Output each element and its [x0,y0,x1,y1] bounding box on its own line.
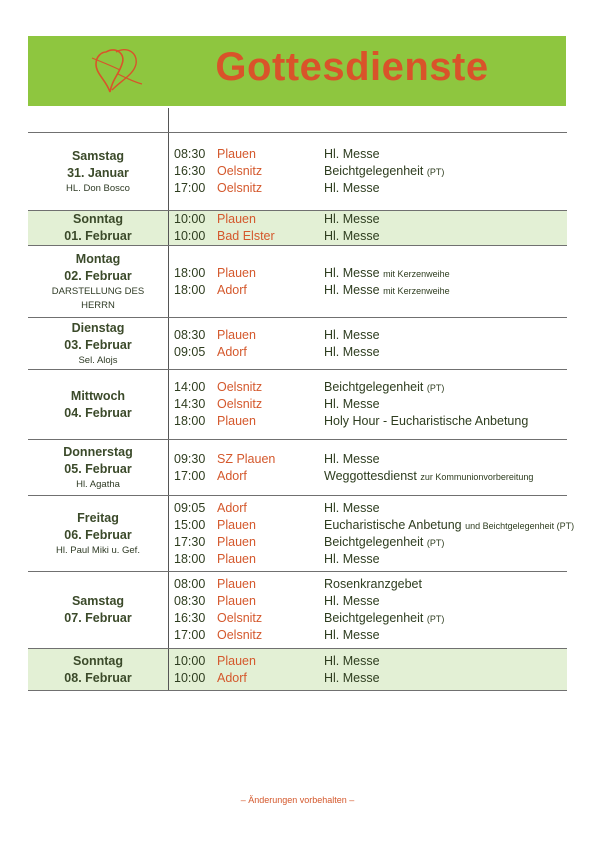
weekday: Mittwoch [70,388,126,403]
day-cell [28,246,168,317]
service-type: Hl. Messe [324,397,380,411]
service-name [324,265,450,283]
entries-cell [174,496,575,571]
service-note: mit Kerzenweihe [383,285,450,296]
day-cell [28,496,168,571]
weekday: Freitag [77,510,119,525]
service-type: Hl. Messe [324,594,380,608]
service-place: Oelsnitz [217,397,263,411]
day-row [28,496,575,572]
service-entry [174,500,567,517]
service-place: Oelsnitz [217,611,263,625]
day-row [28,572,567,649]
service-place: Oelsnitz [217,164,263,178]
weekday: Samstag [71,594,125,608]
footer-note: – Änderungen vorbehalten – [240,795,355,805]
day-cell [28,649,168,690]
service-type: Hl. Messe [324,181,380,195]
service-note: und Beichtgelegenheit (PT) [465,520,575,531]
weekday: Sonntag [73,212,123,226]
service-type: Hl. Messe [324,147,380,161]
entries-cell [174,318,567,369]
service-name [324,146,380,163]
date: 04. Februar [64,405,132,420]
service-place: Plauen [217,517,256,532]
service-note: (PT) [426,383,445,393]
service-time: 10:00 [174,212,206,226]
service-entry [174,413,567,430]
service-place: Adorf [217,468,247,483]
day-row [28,649,567,691]
page-title: Gottesdienste [215,45,489,89]
date: 02. Februar [64,268,132,283]
service-entry [174,163,567,180]
service-name [324,517,574,535]
service-name [324,534,444,552]
service-name [324,576,422,593]
service-entry [174,379,567,396]
day-cell [28,440,168,495]
service-entry [174,282,567,299]
day-row [28,318,567,370]
service-entry [174,627,567,644]
service-entry [174,146,567,163]
day-row [28,370,567,440]
service-place: Oelsnitz [217,380,263,394]
heart-pin-icon [82,44,146,100]
service-name [324,327,380,344]
service-time: 10:00 [174,670,206,685]
table-header-row [28,108,567,133]
service-type: Beichtgelegenheit [324,164,424,178]
service-time: 17:00 [174,628,206,642]
service-type: Beichtgelegenheit [324,380,424,394]
service-entry [174,228,567,245]
service-time: 08:00 [174,577,206,591]
service-place: Bad Elster [217,229,275,243]
service-name [324,551,380,568]
day-cell [28,133,168,210]
service-entry [174,344,567,361]
service-place: Plauen [217,212,256,226]
service-name [324,593,380,610]
service-note: (PT) [426,614,445,624]
service-place: Plauen [217,534,256,549]
entries-cell [174,211,567,245]
entries-cell [174,649,567,690]
date: 05. Februar [64,461,132,476]
service-entry [174,327,567,344]
service-type: Hl. Messe [324,500,380,515]
date: 07. Februar [64,611,132,625]
service-name [324,500,380,517]
service-type: Beichtgelegenheit [324,611,424,625]
entries-cell [174,440,567,495]
service-entry [174,180,567,197]
day-row [28,440,567,496]
service-type: Hl. Messe [324,653,380,668]
service-entry [174,653,567,670]
service-note: mit Kerzenweihe [383,268,450,279]
service-type: Eucharistische Anbetung [324,517,462,532]
service-entry [174,396,567,413]
day-row [28,246,567,318]
service-name [324,163,444,181]
service-time: 15:00 [174,517,206,532]
service-type: Hl. Messe [324,670,380,685]
service-type: Hl. Messe [324,451,380,466]
entries-cell [174,133,567,210]
day-cell [28,211,168,245]
header-banner [28,36,566,106]
service-note: zur Kommunionvorbereitung [420,471,534,482]
service-name [324,670,380,687]
service-time: 17:30 [174,534,206,549]
service-note: (PT) [426,537,445,548]
entries-cell [174,572,567,648]
service-time: 09:30 [174,451,206,466]
service-type: Hl. Messe [324,327,380,342]
saint-name: Hl. Agatha [76,478,120,490]
service-place: Oelsnitz [217,181,263,195]
service-type: Hl. Messe [324,229,380,243]
service-place: Adorf [217,344,247,359]
service-time: 14:00 [174,380,206,394]
service-time: 10:00 [174,229,206,243]
service-name [324,610,444,628]
service-time: 18:00 [174,551,206,566]
saint-name: Sel. Alojs [78,354,118,366]
weekday: Donnerstag [63,444,133,459]
service-time: 18:00 [174,265,206,280]
service-time: 17:00 [174,468,206,483]
service-time: 17:00 [174,181,206,195]
saint-name: Hl. Paul Miki u. Gef. [56,544,140,556]
service-entry [174,211,567,228]
service-entry [174,610,567,627]
saint-name: DARSTELLUNG DES HERRN [51,285,145,311]
service-entry [174,551,567,568]
service-time: 08:30 [174,147,206,161]
service-name [324,396,380,413]
weekday: Sonntag [73,653,123,668]
date: 31. Januar [67,165,129,180]
service-time: 08:30 [174,327,206,342]
service-type: Rosenkranzgebet [324,577,422,591]
service-entry [174,534,567,551]
service-place: Plauen [217,147,256,161]
service-name [324,627,380,644]
service-note: (PT) [426,167,445,177]
service-name [324,211,380,228]
service-entry [174,593,567,610]
service-name [324,282,450,300]
service-place: SZ Plauen [217,451,276,466]
service-name [324,468,533,486]
service-time: 14:30 [174,397,206,411]
saint-name: HL. Don Bosco [66,182,130,194]
service-name [324,379,444,397]
service-place: Adorf [217,282,247,297]
service-type: Hl. Messe [324,282,380,297]
service-type: Hl. Messe [324,265,380,280]
service-time: 18:00 [174,414,206,428]
service-entry [174,451,567,468]
service-place: Adorf [217,670,247,685]
service-name [324,653,380,670]
service-name [324,180,380,197]
service-place: Plauen [217,577,256,591]
day-row [28,211,567,246]
services-table [28,108,575,691]
entries-cell [174,370,567,439]
service-place: Plauen [217,265,256,280]
service-entry [174,265,567,282]
service-place: Plauen [217,414,256,428]
service-time: 09:05 [174,344,206,359]
day-cell [28,370,168,439]
weekday: Montag [75,251,121,266]
service-type: Hl. Messe [324,628,380,642]
service-place: Plauen [217,551,256,566]
weekday: Dienstag [71,320,125,335]
service-time: 18:00 [174,282,206,297]
day-row [28,133,567,211]
service-time: 08:30 [174,594,206,608]
service-time: 16:30 [174,164,206,178]
service-entry [174,517,575,534]
service-type: Weggottesdienst [324,468,417,483]
service-time: 10:00 [174,653,206,668]
weekday: Samstag [71,148,125,163]
day-cell [28,318,168,369]
service-type: Beichtgelegenheit [324,534,424,549]
service-name [324,413,528,430]
service-name [324,344,380,361]
service-entry [174,468,567,485]
date: 06. Februar [64,527,132,542]
date: 01. Februar [64,229,132,243]
service-type: Holy Hour - Eucharistische Anbetung [324,414,529,428]
entries-cell [174,246,567,317]
service-place: Adorf [217,500,247,515]
day-cell [28,572,168,648]
service-entry [174,576,567,593]
service-type: Hl. Messe [324,344,380,359]
service-entry [174,670,567,687]
service-place: Plauen [217,653,256,668]
service-time: 16:30 [174,611,206,625]
service-place: Plauen [217,594,256,608]
service-type: Hl. Messe [324,212,380,226]
service-type: Hl. Messe [324,551,380,566]
date: 08. Februar [64,670,132,685]
service-name [324,451,380,468]
date: 03. Februar [64,337,132,352]
service-name [324,228,380,245]
service-place: Plauen [217,327,256,342]
service-time: 09:05 [174,500,206,515]
service-place: Oelsnitz [217,628,263,642]
